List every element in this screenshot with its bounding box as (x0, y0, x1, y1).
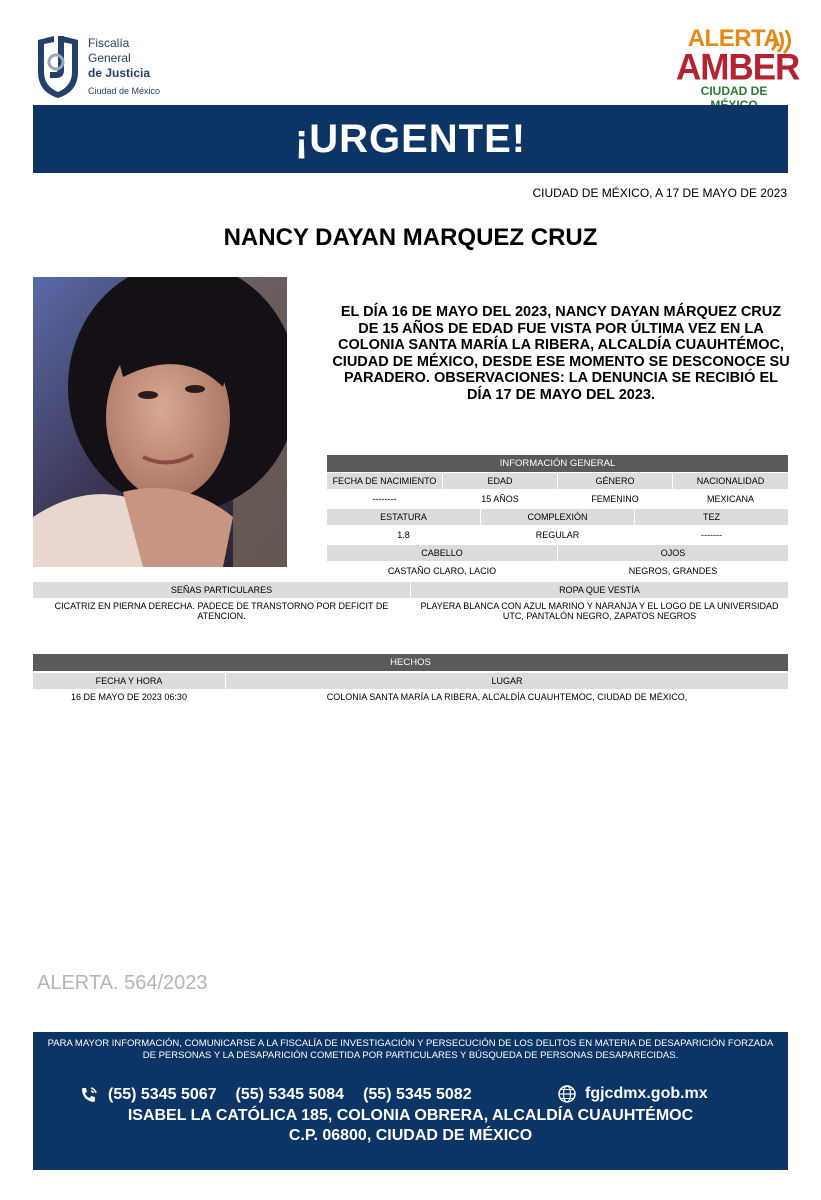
alerta-amber-logo (676, 25, 800, 102)
phone-list (80, 1086, 491, 1104)
fgj-line-3: de Justicia (88, 66, 151, 80)
footer (33, 1032, 788, 1170)
fgj-logo (34, 32, 164, 102)
fgj-city: Ciudad de México (88, 86, 161, 96)
address-line-2: C.P. 06800, CIUDAD DE MÉXICO (288, 1127, 533, 1144)
incident-description: EL DÍA 16 DE MAYO DEL 2023, NANCY DAYAN MÁRQUEZ CRUZ DE 15 AÑOS DE EDAD FUE VISTA POR ÚLTIMA VEZ EN LA COLONIA SANTA MARÍA LA RIBERA, ALCALDÍA CUAUHTÉMOC, CIUDAD DE MÉXICO, DESDE ESE MOMENTO SE DESCONOCE SU PARADERO. OBSERVACIONES: LA DENUNCIA SE RECIBIÓ EL DÍA 17 DE MAYO DEL 2023. (332, 304, 790, 403)
lugar-value: COLONIA SANTA MARÍA LA RIBERA, ALCALDÍA CUAUHTEMOC, CIUDAD DE MÉXICO, (326, 692, 688, 702)
footer-info-text: PARA MAYOR INFORMACIÓN, COMUNICARSE A LA FISCALÍA DE INVESTIGACIÓN Y PERSECUCIÓN DE LOS DELITOS EN MATERIA DE DESAPARICIÓN FORZADA DE PERSONAS Y LA DESAPARICIÓN COMETIDA POR PARTICULARES Y BÚSQUEDA DE PERSONAS DESAPARECIDAS. (47, 1038, 774, 1061)
person-name: NANCY DAYAN MARQUEZ CRUZ (223, 224, 598, 251)
ropa-value: PLAYERA BLANCA CON AZUL MARINO Y NARANJA Y EL LOGO DE LA UNIVERSIDAD UTC, PANTALÓN NEGRO, ZAPATOS NEGROS (420, 601, 779, 621)
phone-number-2[interactable]: (55) 5345 5084 (235, 1086, 345, 1103)
complexion-value: REGULAR (535, 530, 580, 540)
urgent-banner: ¡URGENTE! (33, 105, 788, 173)
person-photo (33, 277, 287, 567)
tez-value: ------- (701, 530, 722, 540)
fecha-hora-header: FECHA Y HORA (33, 673, 225, 689)
edad-value: 15 AÑOS (481, 494, 519, 504)
cabello-header: CABELLO (327, 545, 557, 561)
date-line: CIUDAD DE MÉXICO, A 17 DE MAYO DE 2023 (532, 186, 787, 200)
info-general-header: INFORMACIÓN GENERAL (327, 455, 788, 472)
phone-icon (80, 1086, 98, 1104)
tez-header: TEZ (635, 509, 788, 525)
phone-number-1[interactable]: (55) 5345 5067 (108, 1086, 217, 1103)
amber-city-text: CIUDAD DE (700, 84, 768, 98)
edad-header: EDAD (443, 473, 557, 489)
cabello-value: CASTAÑO CLARO, LACIO (387, 566, 497, 576)
complexion-header: COMPLEXIÓN (481, 509, 634, 525)
ojos-value: NEGROS, GRANDES (628, 566, 718, 576)
amber-alerta-text: ALERTA (687, 25, 781, 52)
genero-value: FEMENINO (591, 494, 639, 504)
website (557, 1084, 708, 1104)
portrait-image (33, 277, 287, 567)
ropa-header: ROPA QUE VESTÍA (411, 582, 788, 598)
alerta-number: ALERTA. 564/2023 (37, 972, 208, 994)
nacionalidad-header: NACIONALIDAD (673, 473, 788, 489)
estatura-header: ESTATURA (327, 509, 480, 525)
ojos-header: OJOS (558, 545, 788, 561)
senas-particulares-header: SEÑAS PARTICULARES (33, 582, 410, 598)
globe-icon (557, 1084, 577, 1104)
fgj-line-1: Fiscalía (88, 36, 130, 50)
fgj-shield-icon (34, 32, 82, 98)
address (33, 1106, 788, 1146)
estatura-value: 1.8 (397, 530, 410, 540)
website-link[interactable]: fgjcdmx.gob.mx (585, 1085, 708, 1102)
phone-number-3[interactable]: (55) 5345 5082 (363, 1086, 472, 1103)
address-line-1: ISABEL LA CATÓLICA 185, COLONIA OBRERA, ALCALDÍA CUAUHTÉMOC (127, 1107, 694, 1124)
genero-header: GÉNERO (558, 473, 672, 489)
fecha-nacimiento-value: -------- (372, 494, 397, 504)
lugar-header: LUGAR (226, 673, 788, 689)
amber-amber-text: AMBER (676, 47, 800, 88)
nacionalidad-value: MEXICANA (706, 494, 754, 504)
senas-particulares-value: CICATRIZ EN PIERNA DERECHA. PADECE DE TRANSTORNO POR DEFICIT DE ATENCION. (54, 601, 389, 621)
fgj-line-2: General (88, 51, 131, 65)
fecha-nacimiento-header: FECHA DE NACIMIENTO (327, 473, 442, 489)
hechos-header: HECHOS (33, 654, 788, 671)
fecha-hora-value: 16 DE MAYO DE 2023 06:30 (71, 692, 187, 702)
